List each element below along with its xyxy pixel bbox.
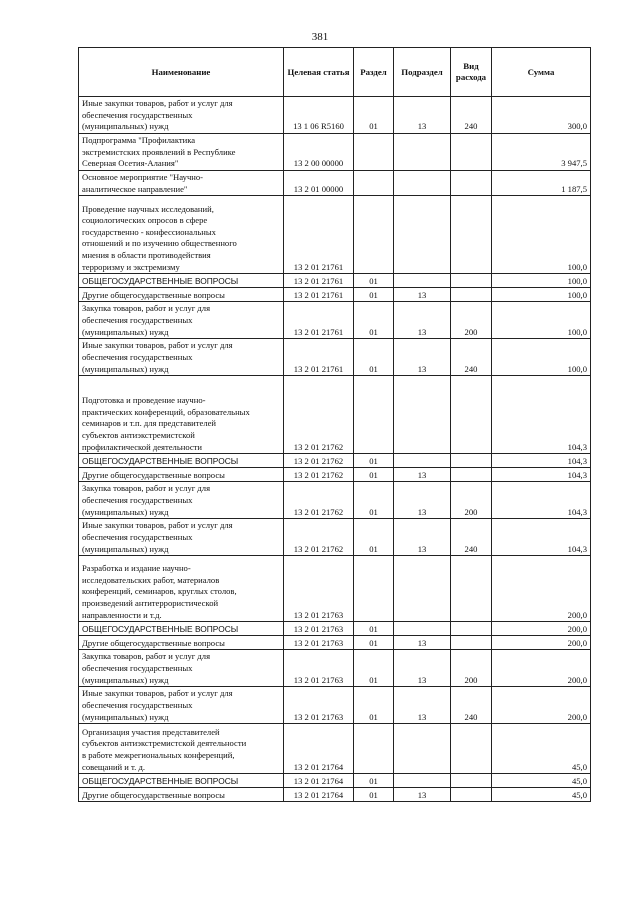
cell-section [354, 171, 394, 196]
table-row [79, 556, 591, 622]
cell-amount: 104,3 [492, 468, 591, 482]
cell-target-article: 13 1 06 R5160 [284, 97, 354, 134]
cell-name: ОБЩЕГОСУДАРСТВЕННЫЕ ВОПРОСЫ [79, 274, 284, 288]
cell-subsection: 13 [394, 687, 451, 724]
cell-expense-type [451, 556, 492, 622]
cell-name: Разработка и издание научно- исследовательских работ, материалов конференций, семинаров, круглых столов, произведений антитеррористической направленности и т.д. [79, 556, 284, 622]
cell-target-article: 13 2 01 21762 [284, 468, 354, 482]
cell-subsection [394, 196, 451, 274]
cell-amount: 100,0 [492, 196, 591, 274]
cell-name: Подготовка и проведение научно- практических конференций, образовательных семинаров и т.п. для представителей субъектов антиэкстремистской профилактической деятельности [79, 376, 284, 454]
cell-name: Закупка товаров, работ и услуг для обеспечения государственных (муниципальных) нужд [79, 650, 284, 687]
cell-section: 01 [354, 650, 394, 687]
table-row [79, 196, 591, 274]
cell-amount: 45,0 [492, 724, 591, 774]
cell-subsection [394, 774, 451, 788]
cell-target-article: 13 2 01 21763 [284, 636, 354, 650]
cell-name: ОБЩЕГОСУДАРСТВЕННЫЕ ВОПРОСЫ [79, 622, 284, 636]
cell-name: Закупка товаров, работ и услуг для обеспечения государственных (муниципальных) нужд [79, 482, 284, 519]
cell-subsection: 13 [394, 468, 451, 482]
table-row [79, 468, 591, 482]
cell-subsection [394, 171, 451, 196]
cell-amount: 100,0 [492, 288, 591, 302]
cell-amount: 200,0 [492, 650, 591, 687]
cell-expense-type [451, 636, 492, 650]
cell-section: 01 [354, 454, 394, 468]
table-row [79, 687, 591, 724]
table-row [79, 454, 591, 468]
cell-expense-type [451, 134, 492, 171]
cell-expense-type [451, 288, 492, 302]
cell-target-article: 13 2 01 21764 [284, 774, 354, 788]
cell-name: ОБЩЕГОСУДАРСТВЕННЫЕ ВОПРОСЫ [79, 454, 284, 468]
cell-name: Другие общегосударственные вопросы [79, 468, 284, 482]
cell-expense-type [451, 468, 492, 482]
cell-amount: 45,0 [492, 774, 591, 788]
cell-target-article: 13 2 01 21763 [284, 687, 354, 724]
cell-expense-type: 240 [451, 339, 492, 376]
budget-table [78, 47, 591, 802]
cell-amount: 200,0 [492, 556, 591, 622]
cell-amount: 100,0 [492, 339, 591, 376]
cell-expense-type [451, 171, 492, 196]
cell-section: 01 [354, 97, 394, 134]
cell-target-article: 13 2 01 00000 [284, 171, 354, 196]
cell-target-article: 13 2 01 21764 [284, 724, 354, 774]
table-row [79, 774, 591, 788]
cell-expense-type [451, 622, 492, 636]
cell-subsection [394, 134, 451, 171]
header-amount: Сумма [492, 48, 591, 97]
cell-target-article: 13 2 01 21762 [284, 482, 354, 519]
cell-expense-type [451, 196, 492, 274]
cell-section: 01 [354, 636, 394, 650]
cell-subsection [394, 622, 451, 636]
page-number: 381 [311, 31, 329, 43]
cell-section [354, 196, 394, 274]
cell-expense-type: 240 [451, 687, 492, 724]
table-row [79, 302, 591, 339]
table-row [79, 274, 591, 288]
cell-expense-type [451, 724, 492, 774]
cell-subsection: 13 [394, 288, 451, 302]
cell-expense-type [451, 274, 492, 288]
cell-subsection: 13 [394, 339, 451, 376]
cell-section [354, 134, 394, 171]
cell-subsection: 13 [394, 636, 451, 650]
cell-name: Проведение научных исследований, социологических опросов в сфере государственно - конфессиональных отношений и по изучению общественного мнения в области противодействия терроризму и экстремизму [79, 196, 284, 274]
cell-expense-type: 200 [451, 302, 492, 339]
cell-target-article: 13 2 01 21763 [284, 622, 354, 636]
cell-amount: 104,3 [492, 376, 591, 454]
table-row [79, 288, 591, 302]
cell-amount: 200,0 [492, 636, 591, 650]
cell-target-article: 13 2 01 21761 [284, 302, 354, 339]
cell-name: Основное мероприятие "Научно- аналитическое направление" [79, 171, 284, 196]
cell-name: Другие общегосударственные вопросы [79, 288, 284, 302]
cell-expense-type: 240 [451, 97, 492, 134]
table-row [79, 97, 591, 134]
cell-target-article: 13 2 01 21761 [284, 339, 354, 376]
cell-target-article: 13 2 01 21762 [284, 454, 354, 468]
table-row [79, 339, 591, 376]
cell-expense-type [451, 788, 492, 802]
cell-name: Другие общегосударственные вопросы [79, 788, 284, 802]
cell-amount: 300,0 [492, 97, 591, 134]
cell-section: 01 [354, 468, 394, 482]
table-row [79, 519, 591, 556]
table-row [79, 482, 591, 519]
cell-target-article: 13 2 00 00000 [284, 134, 354, 171]
cell-section: 01 [354, 788, 394, 802]
cell-name: Иные закупки товаров, работ и услуг для обеспечения государственных (муниципальных) нужд [79, 97, 284, 134]
table-row [79, 134, 591, 171]
cell-target-article: 13 2 01 21763 [284, 556, 354, 622]
cell-section: 01 [354, 339, 394, 376]
cell-amount: 100,0 [492, 302, 591, 339]
cell-section: 01 [354, 622, 394, 636]
cell-amount: 104,3 [492, 482, 591, 519]
cell-section [354, 724, 394, 774]
cell-section: 01 [354, 774, 394, 788]
table-row [79, 376, 591, 454]
cell-target-article: 13 2 01 21762 [284, 519, 354, 556]
cell-name: Иные закупки товаров, работ и услуг для обеспечения государственных (муниципальных) нужд [79, 339, 284, 376]
cell-expense-type [451, 454, 492, 468]
cell-name: Иные закупки товаров, работ и услуг для обеспечения государственных (муниципальных) нужд [79, 519, 284, 556]
cell-name: Другие общегосударственные вопросы [79, 636, 284, 650]
cell-target-article: 13 2 01 21763 [284, 650, 354, 687]
cell-subsection: 13 [394, 788, 451, 802]
cell-target-article: 13 2 01 21764 [284, 788, 354, 802]
header-subsection: Подраздел [394, 48, 451, 97]
cell-amount: 104,3 [492, 519, 591, 556]
cell-subsection [394, 724, 451, 774]
cell-section [354, 556, 394, 622]
cell-expense-type [451, 774, 492, 788]
cell-target-article: 13 2 01 21761 [284, 288, 354, 302]
cell-section: 01 [354, 274, 394, 288]
cell-target-article: 13 2 01 21761 [284, 274, 354, 288]
cell-section: 01 [354, 687, 394, 724]
cell-amount: 200,0 [492, 622, 591, 636]
header-section: Раздел [354, 48, 394, 97]
header-expense-type: Вид расхода [451, 48, 492, 97]
table-row [79, 171, 591, 196]
cell-subsection: 13 [394, 302, 451, 339]
table-row [79, 650, 591, 687]
cell-section: 01 [354, 519, 394, 556]
cell-amount: 3 947,5 [492, 134, 591, 171]
cell-expense-type [451, 376, 492, 454]
cell-section: 01 [354, 302, 394, 339]
cell-subsection [394, 454, 451, 468]
table-row [79, 788, 591, 802]
cell-subsection: 13 [394, 519, 451, 556]
table-body [79, 97, 591, 802]
table-row [79, 636, 591, 650]
cell-target-article: 13 2 01 21762 [284, 376, 354, 454]
cell-subsection [394, 274, 451, 288]
cell-section [354, 376, 394, 454]
cell-section: 01 [354, 288, 394, 302]
cell-amount: 200,0 [492, 687, 591, 724]
table-row [79, 724, 591, 774]
cell-name: Организация участия представителей субъектов антиэкстремистской деятельности в работе межрегиональных конференций, совещаний и т. д. [79, 724, 284, 774]
table-row [79, 622, 591, 636]
cell-amount: 45,0 [492, 788, 591, 802]
cell-amount: 104,3 [492, 454, 591, 468]
cell-name: Закупка товаров, работ и услуг для обеспечения государственных (муниципальных) нужд [79, 302, 284, 339]
cell-target-article: 13 2 01 21761 [284, 196, 354, 274]
cell-expense-type: 200 [451, 650, 492, 687]
cell-name: ОБЩЕГОСУДАРСТВЕННЫЕ ВОПРОСЫ [79, 774, 284, 788]
cell-subsection [394, 556, 451, 622]
cell-subsection: 13 [394, 650, 451, 687]
cell-section: 01 [354, 482, 394, 519]
cell-name: Подпрограмма "Профилактика экстремистских проявлений в Республике Северная Осетия-Алания" [79, 134, 284, 171]
cell-name: Иные закупки товаров, работ и услуг для обеспечения государственных (муниципальных) нужд [79, 687, 284, 724]
cell-subsection [394, 376, 451, 454]
table-header-row [79, 48, 591, 97]
cell-amount: 1 187,5 [492, 171, 591, 196]
cell-expense-type: 240 [451, 519, 492, 556]
cell-subsection: 13 [394, 97, 451, 134]
header-name: Наименование [79, 48, 284, 97]
cell-expense-type: 200 [451, 482, 492, 519]
cell-amount: 100,0 [492, 274, 591, 288]
cell-subsection: 13 [394, 482, 451, 519]
header-target-article: Целевая статья [284, 48, 354, 97]
